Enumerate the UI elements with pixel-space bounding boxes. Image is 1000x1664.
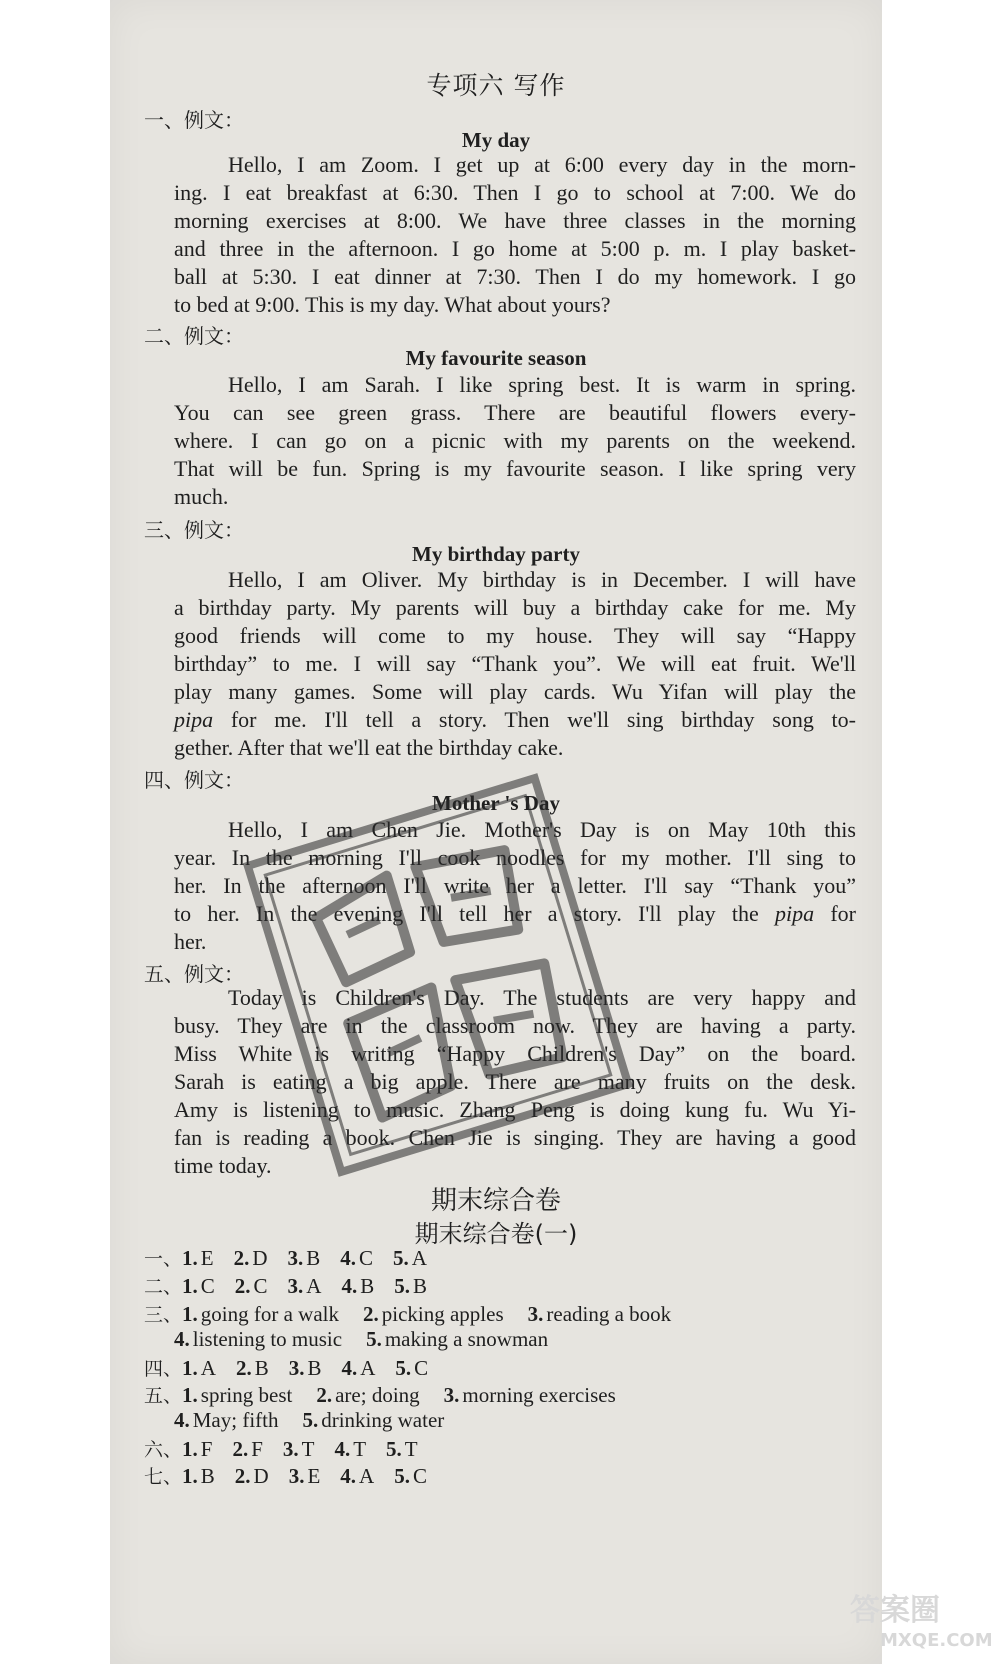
essay-4-line: year. In the morning I'll cook noodles for my mother. I'll sing to (174, 845, 856, 870)
essay-5-line: Today is Children's Day. The students are very happy and (228, 985, 856, 1010)
essay-1-line: ball at 5:30. I eat dinner at 7:30. Then I do my homework. I go (174, 264, 856, 289)
answer-item (182, 1464, 215, 1489)
answer-section-label: 六、 (144, 1439, 183, 1461)
answer-item (232, 1437, 262, 1462)
exam-subtitle: 期末综合卷(一) (414, 1220, 578, 1248)
essay-4-line: to her. In the evening I'll tell her a story. I'll play the pipa for (174, 901, 856, 926)
answer-item (363, 1302, 504, 1327)
answer-row (144, 1244, 447, 1271)
essay-5-line: fan is reading a book. Chen Jie is singing. They are having a good (174, 1125, 856, 1150)
essay-1-line: to bed at 9:00. This is my day. What about yours? (174, 292, 611, 317)
answer-value: making a snowman (384, 1327, 549, 1351)
essay-5-line: busy. They are in the classroom now. They are having a party. (174, 1013, 856, 1038)
answer-number: 1. (182, 1246, 198, 1270)
answer-value: C (412, 1464, 427, 1488)
answer-item (236, 1356, 269, 1381)
answer-section-label: 二、 (144, 1276, 183, 1298)
answer-value: T (301, 1437, 315, 1461)
answer-value: C (253, 1274, 268, 1298)
essay-1-line: ing. I eat breakfast at 6:30. Then I go to school at 7:00. We do (174, 180, 856, 205)
answer-value: B (412, 1274, 427, 1298)
answer-item (234, 1246, 268, 1271)
answer-item (182, 1274, 215, 1299)
answer-number: 5. (302, 1408, 319, 1432)
essay-1-line: morning exercises at 8:00. We have three classes in the morning (174, 208, 856, 233)
answer-value: morning exercises (462, 1383, 616, 1407)
answer-item (182, 1302, 339, 1327)
answer-item (341, 1274, 374, 1299)
answer-item (235, 1464, 269, 1489)
essay-3-line: good friends will come to my house. They will say “Happy (174, 623, 856, 648)
answer-row (144, 1462, 447, 1489)
answer-section-label: 七、 (144, 1466, 183, 1488)
answer-item (394, 1274, 427, 1299)
answer-number: 5. (394, 1464, 410, 1488)
answer-number: 1. (182, 1464, 198, 1488)
essay-3-label: 三、例文： (144, 518, 244, 542)
answer-section-label: 三、 (144, 1304, 183, 1326)
essay-2-title: My favourite season (405, 346, 587, 370)
answer-value: B (307, 1356, 322, 1380)
answer-row (174, 1408, 468, 1433)
section-header: 专项六 写作 (426, 71, 566, 100)
answer-number: 3. (288, 1464, 305, 1488)
answer-number: 1. (182, 1274, 198, 1298)
answer-value: B (254, 1356, 269, 1380)
answer-value: D (253, 1464, 269, 1488)
answer-section-label: 一、 (144, 1248, 183, 1270)
answer-number: 2. (234, 1464, 251, 1488)
answer-item (316, 1383, 419, 1408)
answer-number: 2. (234, 1274, 251, 1298)
answer-value: C (414, 1356, 429, 1380)
essay-2-line: Hello, I am Sarah. I like spring best. It is warm in spring. (228, 372, 856, 397)
answer-number: 3. (287, 1246, 304, 1270)
answer-item (395, 1356, 428, 1381)
answer-item (289, 1356, 322, 1381)
answer-number: 4. (334, 1437, 351, 1461)
answer-row (144, 1435, 438, 1462)
essay-3-line: birthday” to me. I will say “Thank you”. We will eat fruit. We'll (174, 651, 856, 676)
answer-number: 1. (182, 1302, 198, 1326)
answer-value: F (251, 1437, 263, 1461)
answer-item (341, 1356, 375, 1381)
answer-number: 1. (182, 1383, 198, 1407)
answer-value: F (200, 1437, 213, 1461)
answer-number: 4. (340, 1246, 357, 1270)
answer-value: T (353, 1437, 367, 1461)
answer-item (174, 1408, 278, 1433)
answer-number: 4. (341, 1274, 358, 1298)
essay-2-line: where. I can go on a picnic with my parents on the weekend. (174, 428, 856, 453)
answer-number: 3. (282, 1437, 299, 1461)
answer-item (174, 1327, 342, 1352)
essay-5-line: Miss White is writing “Happy Children's Day” on the board. (174, 1041, 856, 1066)
answer-number: 5. (393, 1246, 409, 1270)
essay-1-line: and three in the afternoon. I go home at 5:00 p. m. I play basket- (174, 236, 856, 261)
answer-number: 4. (174, 1327, 190, 1351)
answer-item (288, 1246, 321, 1271)
answer-value: B (200, 1464, 215, 1488)
answer-row (174, 1327, 572, 1352)
answer-number: 3. (288, 1356, 305, 1380)
answer-value: listening to music (192, 1327, 343, 1351)
answer-item (283, 1437, 315, 1462)
essay-3-line: Hello, I am Oliver. My birthday is in December. I will have (228, 567, 856, 592)
document-page (110, 0, 882, 1664)
answer-value: A (411, 1246, 427, 1270)
essay-4-title: Mother 's Day (432, 791, 560, 815)
answer-item (182, 1437, 212, 1462)
essay-2-line: much. (174, 484, 229, 509)
answer-value: A (306, 1274, 322, 1298)
answer-number: 2. (233, 1246, 250, 1270)
answer-value: are; doing (335, 1383, 420, 1407)
answer-item (394, 1464, 427, 1489)
essay-3-title: My birthday party (412, 542, 580, 566)
answer-row (144, 1381, 640, 1408)
essay-3-line: gether. After that we'll eat the birthday cake. (174, 735, 564, 760)
answer-value: D (252, 1246, 268, 1270)
answer-number: 1. (182, 1356, 198, 1380)
answer-item (302, 1408, 444, 1433)
answer-item (528, 1302, 672, 1327)
essay-3-line: play many games. Some will play cards. Wu Yifan will play the (174, 679, 856, 704)
essay-4-line: Hello, I am Chen Jie. Mother's Day is on May 10th this (228, 817, 856, 842)
answer-number: 5. (386, 1437, 402, 1461)
answer-item (334, 1437, 366, 1462)
essay-2-line: You can see green grass. There are beautiful flowers every- (174, 400, 856, 425)
essay-3-line: pipa for me. I'll tell a story. Then we'll sing birthday song to- (174, 707, 856, 732)
answer-value: reading a book (546, 1302, 672, 1326)
answer-number: 3. (527, 1302, 544, 1326)
answer-value: E (200, 1246, 214, 1270)
essay-4-label: 四、例文： (144, 768, 244, 792)
answer-value: C (200, 1274, 215, 1298)
answer-number: 2. (362, 1302, 379, 1326)
answer-number: 2. (232, 1437, 249, 1461)
answer-section-label: 五、 (144, 1385, 183, 1407)
essay-4-line: her. (174, 929, 207, 954)
answer-item (289, 1464, 321, 1489)
essay-1-label: 一、例文： (144, 108, 244, 132)
answer-item (444, 1383, 616, 1408)
essay-5-line: time today. (174, 1153, 272, 1178)
answer-value: A (360, 1356, 376, 1380)
answer-value: C (359, 1246, 374, 1270)
answer-row (144, 1354, 448, 1381)
answer-value: drinking water (321, 1408, 445, 1432)
answer-number: 5. (395, 1356, 412, 1380)
answer-item (366, 1327, 548, 1352)
essay-2-label: 二、例文： (144, 324, 244, 348)
answer-item (393, 1246, 427, 1271)
answer-item (182, 1383, 292, 1408)
answer-value: A (359, 1464, 375, 1488)
answer-value: E (307, 1464, 321, 1488)
essay-2-line: That will be fun. Spring is my favourite season. I like spring very (174, 456, 856, 481)
answer-number: 4. (341, 1356, 358, 1380)
answer-item (182, 1246, 214, 1271)
answer-item (386, 1437, 418, 1462)
answer-value: spring best (200, 1383, 293, 1407)
answer-item (288, 1274, 322, 1299)
answer-number: 2. (235, 1356, 252, 1380)
answer-section-label: 四、 (144, 1358, 183, 1380)
answer-value: B (306, 1246, 321, 1270)
essay-5-line: Amy is listening to music. Zhang Peng is doing kung fu. Wu Yi- (174, 1097, 856, 1122)
answer-row (144, 1300, 695, 1327)
watermark-logo: 答案圈 (850, 1593, 940, 1628)
answer-row (144, 1272, 447, 1299)
answer-value: A (200, 1356, 216, 1380)
answer-number: 5. (394, 1274, 410, 1298)
essay-1-title: My day (461, 128, 531, 152)
watermark-url: MXQE.COM (880, 1630, 993, 1651)
essay-3-line: a birthday party. My parents will buy a birthday cake for me. My (174, 595, 856, 620)
essay-1-line: Hello, I am Zoom. I get up at 6:00 every day in the morn- (228, 152, 856, 177)
answer-value: going for a walk (200, 1302, 339, 1326)
answer-value: picking apples (381, 1302, 504, 1326)
answer-item (340, 1464, 374, 1489)
answer-number: 4. (340, 1464, 357, 1488)
exam-title: 期末综合卷 (430, 1186, 561, 1216)
answer-number: 2. (316, 1383, 333, 1407)
answer-item (235, 1274, 268, 1299)
answer-number: 3. (443, 1383, 460, 1407)
answer-item (340, 1246, 373, 1271)
answer-number: 4. (174, 1408, 190, 1432)
answer-value: May; fifth (192, 1408, 279, 1432)
essay-5-label: 五、例文： (144, 962, 244, 986)
answer-value: T (404, 1437, 418, 1461)
answer-item (182, 1356, 216, 1381)
answer-number: 5. (366, 1327, 382, 1351)
answer-number: 3. (287, 1274, 304, 1298)
essay-5-line: Sarah is eating a big apple. There are many fruits on the desk. (174, 1069, 856, 1094)
answer-number: 1. (182, 1437, 198, 1461)
essay-4-line: her. In the afternoon I'll write her a letter. I'll say “Thank you” (174, 873, 856, 898)
answer-value: B (360, 1274, 375, 1298)
